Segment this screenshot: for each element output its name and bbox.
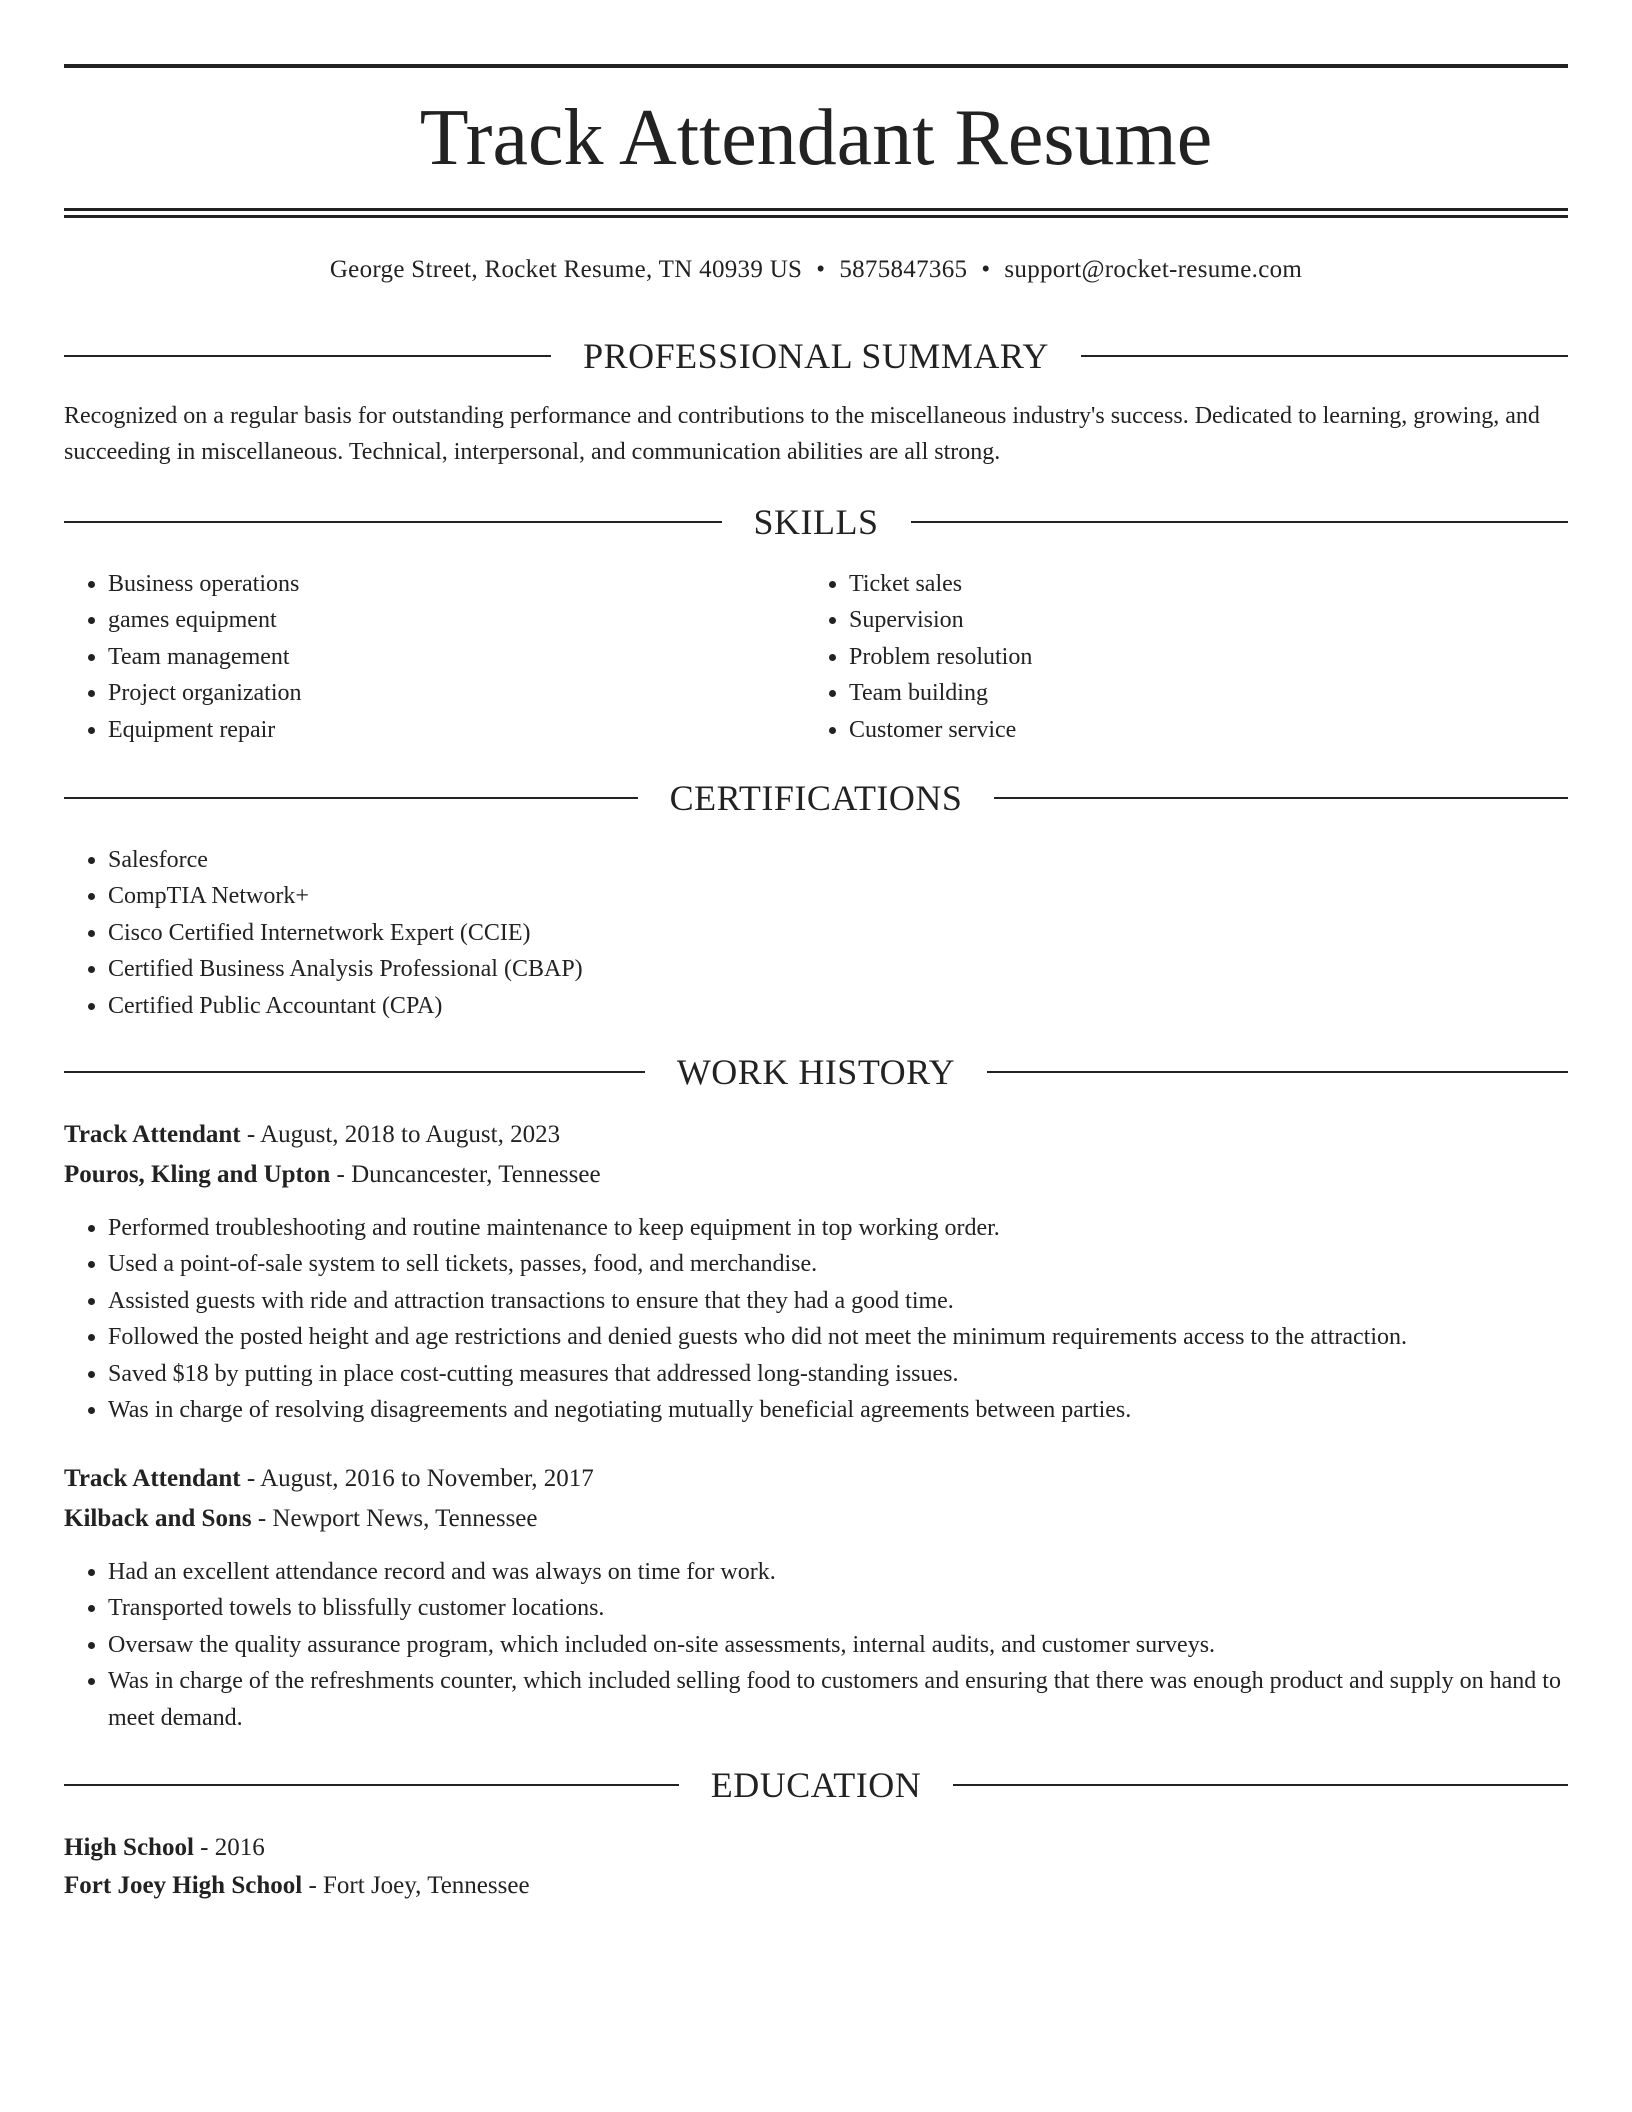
skill-item: • Business operations xyxy=(108,566,808,602)
job-bullet: • Used a point-of-sale system to sell tickets, passes, food, and merchandise. xyxy=(108,1246,1568,1282)
skill-item: • Team management xyxy=(108,639,808,675)
job-company-line xyxy=(64,1501,1568,1537)
skill-item: • Equipment repair xyxy=(108,712,808,748)
contact-phone: 5875847365 xyxy=(839,256,968,283)
page-title: Track Attendant Resume xyxy=(419,94,1213,182)
contact-separator: • xyxy=(816,256,826,283)
job-bullet: • Was in charge of the refreshments counter, which included selling food to customers and ensuring that there was enough product and supply on hand to meet demand. xyxy=(108,1663,1568,1736)
heading-rule xyxy=(911,521,1569,523)
job-bullet: • Saved $18 by putting in place cost-cutting measures that addressed long-standing issues. xyxy=(108,1356,1568,1392)
section-heading-label: CERTIFICATIONS xyxy=(669,778,963,818)
section-heading-label: WORK HISTORY xyxy=(676,1052,956,1092)
title-double-rule xyxy=(64,208,1568,218)
skill-item: • Project organization xyxy=(108,675,808,711)
education-location: - Fort Joey, Tennessee xyxy=(302,1872,530,1899)
education-degree: High School xyxy=(64,1834,194,1861)
job-bullet: • Was in charge of resolving disagreements and negotiating mutually beneficial agreements between parties. xyxy=(108,1392,1568,1428)
heading-rule xyxy=(64,521,722,523)
education-school-line xyxy=(64,1868,1568,1904)
heading-rule xyxy=(64,1071,645,1073)
certification-item: • Certified Business Analysis Professional (CBAP) xyxy=(108,951,1508,987)
job-title-line xyxy=(64,1461,1568,1497)
heading-rule xyxy=(1081,355,1568,357)
contact-line xyxy=(64,252,1568,288)
certifications-list xyxy=(64,842,1508,1024)
job-bullet: • Oversaw the quality assurance program, which included on-site assessments, internal audits, and customer surveys. xyxy=(108,1627,1568,1663)
section-heading-skills xyxy=(64,500,1568,544)
certification-item: • Cisco Certified Internetwork Expert (CCIE) xyxy=(108,915,1508,951)
skills-list-left xyxy=(64,566,808,748)
job-bullet: • Had an excellent attendance record and was always on time for work. xyxy=(108,1554,1568,1590)
heading-rule xyxy=(953,1784,1568,1786)
skill-item: • Team building xyxy=(849,675,1549,711)
section-heading-summary xyxy=(64,334,1568,378)
job-title-line xyxy=(64,1117,1568,1153)
skill-item: • Supervision xyxy=(849,602,1549,638)
section-heading-label: EDUCATION xyxy=(710,1765,922,1805)
skill-item: • Customer service xyxy=(849,712,1549,748)
section-heading-label: SKILLS xyxy=(753,502,879,542)
education-school: Fort Joey High School xyxy=(64,1872,303,1899)
certification-item: • Certified Public Accountant (CPA) xyxy=(108,988,1508,1024)
job-bullet: • Performed troubleshooting and routine maintenance to keep equipment in top working order. xyxy=(108,1210,1568,1246)
job-company-line xyxy=(64,1157,1568,1193)
contact-address: George Street, Rocket Resume, TN 40939 US xyxy=(329,256,803,283)
skill-item: • Ticket sales xyxy=(849,566,1549,602)
professional-summary: Recognized on a regular basis for outstanding performance and contributions to the miscellaneous industry's success. Dedicated to learning, growing, and succeeding in miscellaneous. Technical, interpersonal, and communication abilities are all strong. xyxy=(64,403,1540,465)
section-heading-label: PROFESSIONAL SUMMARY xyxy=(583,336,1049,376)
job-bullets xyxy=(64,1210,1568,1428)
heading-rule xyxy=(64,1784,679,1786)
skill-item: • games equipment xyxy=(108,602,808,638)
job-dates: - August, 2018 to August, 2023 xyxy=(240,1121,561,1148)
job-company: Pouros, Kling and Upton xyxy=(64,1161,331,1188)
job-bullets xyxy=(64,1554,1568,1736)
heading-rule xyxy=(64,355,551,357)
section-heading-certifications xyxy=(64,776,1568,820)
certification-item: • CompTIA Network+ xyxy=(108,878,1508,914)
contact-separator: • xyxy=(981,256,991,283)
section-heading-work-history xyxy=(64,1050,1568,1094)
job-role: Track Attendant xyxy=(64,1121,241,1148)
job-bullet: • Transported towels to blissfully customer locations. xyxy=(108,1590,1568,1626)
job-dates: - August, 2016 to November, 2017 xyxy=(240,1465,594,1492)
job-location: - Duncancester, Tennessee xyxy=(330,1161,601,1188)
certification-item: • Salesforce xyxy=(108,842,1508,878)
contact-email: support@rocket-resume.com xyxy=(1004,256,1303,283)
job-bullet: • Followed the posted height and age restrictions and denied guests who did not meet the minimum requirements access to the attraction. xyxy=(108,1319,1568,1355)
job-location: - Newport News, Tennessee xyxy=(251,1505,538,1532)
section-heading-education xyxy=(64,1763,1568,1807)
education-degree-line xyxy=(64,1830,1568,1866)
education-year: - 2016 xyxy=(193,1834,265,1861)
heading-rule xyxy=(987,1071,1568,1073)
job-bullet: • Assisted guests with ride and attraction transactions to ensure that they had a good time. xyxy=(108,1283,1568,1319)
heading-rule xyxy=(994,797,1568,799)
job-role: Track Attendant xyxy=(64,1465,241,1492)
skills-list-right xyxy=(805,566,1549,748)
heading-rule xyxy=(64,797,638,799)
skill-item: • Problem resolution xyxy=(849,639,1549,675)
job-company: Kilback and Sons xyxy=(64,1505,252,1532)
top-rule xyxy=(64,64,1568,68)
